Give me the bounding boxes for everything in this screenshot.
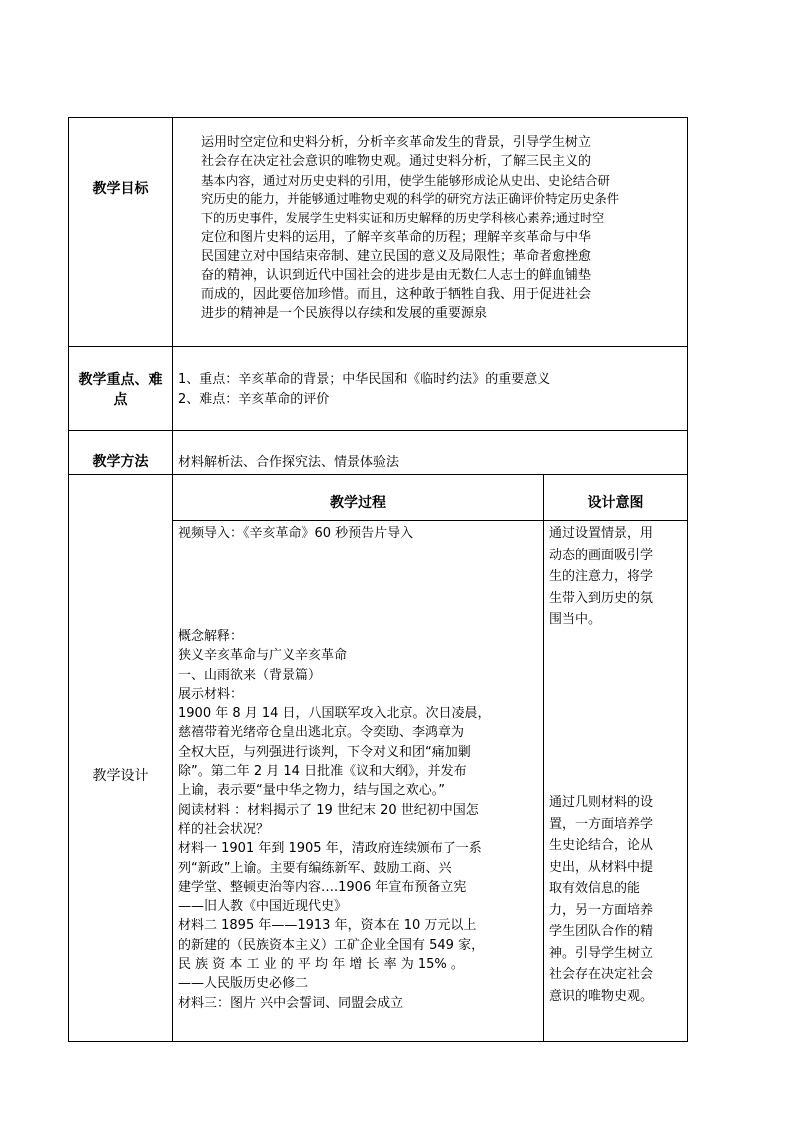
objectives-text bbox=[201, 133, 683, 323]
process-line: 概念解释： bbox=[178, 629, 244, 644]
intent-line: 学生团队合作的精 bbox=[549, 924, 654, 939]
process-line: 材料一 1901 年到 1905 年，清政府连续颁布了一系 bbox=[178, 841, 482, 857]
intent-line: 社会存在决定社会 bbox=[549, 967, 654, 982]
intent-line: 史出，从材料中提 bbox=[549, 859, 654, 875]
key-point-line: 2、难点：辛亥革命的评价 bbox=[178, 392, 330, 407]
process-line: 狭义辛亥革命与广义辛亥革命 bbox=[178, 648, 348, 664]
design-header-divider bbox=[172, 520, 688, 521]
table-border-left bbox=[68, 117, 69, 1042]
process-line: 民 族 资 本 工 业 的 平 均 年 增 长 率 为 15% 。 bbox=[178, 957, 464, 973]
process-line: 列“新政”上谕。主要有编练新军、鼓励工商、兴 bbox=[178, 860, 452, 876]
objectives-line: 而成的，因此要倍加珍惜。而且，这种敢于牺牲自我、用于促进社会 bbox=[201, 287, 592, 302]
process-line: 视频导入：《辛亥革命》60 秒预告片导入 bbox=[178, 526, 414, 541]
intent-header: 设计意图 bbox=[587, 495, 644, 511]
intent-line: 取有效信息的能 bbox=[549, 881, 641, 896]
objectives-line: 定位和图片史料的运用，了解辛亥革命的历程；理解辛亥革命与中华 bbox=[201, 230, 592, 245]
intent-line: 通过几则材料的设 bbox=[549, 795, 654, 810]
table-border-bottom bbox=[68, 1041, 688, 1042]
process-line: 材料二 1895 年——1913 年，资本在 10 万元以上 bbox=[178, 918, 477, 934]
table-border-top bbox=[68, 117, 688, 118]
intent-line: 动态的画面吸引学 bbox=[549, 547, 654, 563]
process-intro bbox=[178, 523, 540, 544]
row-divider-3 bbox=[68, 474, 688, 475]
row-divider-2 bbox=[68, 430, 688, 431]
process-line: 材料三：图片 兴中会誓词、同盟会成立 bbox=[178, 995, 404, 1011]
intent-line: 意识的唯物史观。 bbox=[549, 988, 654, 1004]
methods-text: 材料解析法、合作探究法、情景体验法 bbox=[178, 455, 400, 470]
process-line: 展示材料： bbox=[178, 686, 244, 702]
methods-label: 教学方法 bbox=[92, 454, 149, 470]
objectives-line: 究历史的能力，并能够通过唯物史观的科学的研究方法正确评价特定历史条件 bbox=[201, 192, 620, 206]
intent-line: 生史论结合，论从 bbox=[549, 838, 654, 853]
design-column-divider bbox=[543, 474, 544, 1042]
row-divider-1 bbox=[68, 346, 688, 347]
process-header: 教学过程 bbox=[330, 495, 386, 511]
objectives-line: 运用时空定位和史料分析，分析辛亥革命发生的背景，引导学生树立 bbox=[201, 135, 592, 150]
key-points-label-line1: 教学重点、难 bbox=[78, 372, 163, 388]
objectives-line: 民国建立对中国结束帝制、建立民国的意义及局限性；革命者愈挫愈 bbox=[201, 249, 592, 264]
intent-line: 围当中。 bbox=[549, 612, 602, 627]
process-line: 除”。第二年 2 月 14 日批准《议和大纲》，并发布 bbox=[178, 764, 467, 780]
process-line: 1900 年 8 月 14 日，八国联军攻入北京。次日凌晨， bbox=[178, 706, 491, 722]
design-label: 教学设计 bbox=[92, 768, 149, 784]
intent-line: 置，一方面培养学 bbox=[549, 816, 654, 832]
process-line: 建学堂、整顿吏治等内容….1906 年宣布预备立宪 bbox=[178, 879, 467, 895]
process-line: 全权大臣，与列强进行谈判，下令对义和团“痛加剿 bbox=[178, 744, 471, 760]
objectives-line: 下的历史事件，发展学生史料实证和历史解释的历史学科核心素养;通过时空 bbox=[201, 211, 605, 225]
process-line: ——旧人教《中国近现代史》 bbox=[178, 899, 348, 915]
intent-block-2 bbox=[549, 792, 684, 1007]
objectives-label: 教学目标 bbox=[92, 181, 149, 197]
key-points-text bbox=[178, 370, 683, 410]
key-points-label-line2: 点 bbox=[113, 392, 128, 408]
objectives-line: 奋的精神，认识到近代中国社会的进步是由无数仁人志士的鲜血铺垫 bbox=[201, 268, 592, 283]
process-line: ——人民版历史必修二 bbox=[178, 976, 309, 992]
objectives-line: 社会存在决定社会意识的唯物史观。通过史料分析，了解三民主义的 bbox=[201, 154, 592, 169]
key-points-label bbox=[69, 370, 172, 410]
process-line: 样的社会状况？ bbox=[178, 821, 270, 837]
process-line: 慈禧带着光绪帝仓皇出逃北京。令奕劻、李鸿章为 bbox=[178, 725, 465, 741]
intent-line: 神。引导学生树立 bbox=[549, 945, 654, 961]
intent-line: 力，另一方面培养 bbox=[549, 902, 654, 918]
process-line: 的新建的（民族资本主义）工矿企业全国有 549 家， bbox=[178, 937, 485, 953]
process-line: 一、山雨欲来（背景篇） bbox=[178, 667, 322, 683]
key-point-line: 1、重点：辛亥革命的背景；中华民国和《临时约法》的重要意义 bbox=[178, 372, 551, 387]
process-line: 上谕，表示要“量中华之物力，结与国之欢心。” bbox=[178, 783, 445, 799]
intent-line: 生的注意力，将学 bbox=[549, 569, 654, 584]
label-column-divider bbox=[172, 117, 173, 1042]
objectives-line: 基本内容，通过对历史史料的引用，使学生能够形成论从史出、史论结合研 bbox=[201, 173, 610, 188]
intent-block-1 bbox=[549, 523, 684, 631]
process-main bbox=[178, 627, 540, 1013]
intent-line: 生带入到历史的氛 bbox=[549, 590, 654, 606]
process-line: 阅读材料 ：材料揭示了 19 世纪末 20 世纪初中国怎 bbox=[178, 802, 479, 818]
table-border-right bbox=[687, 117, 688, 1042]
intent-line: 通过设置情景，用 bbox=[549, 526, 654, 541]
objectives-line: 进步的精神是一个民族得以存续和发展的重要源泉 bbox=[201, 306, 488, 321]
